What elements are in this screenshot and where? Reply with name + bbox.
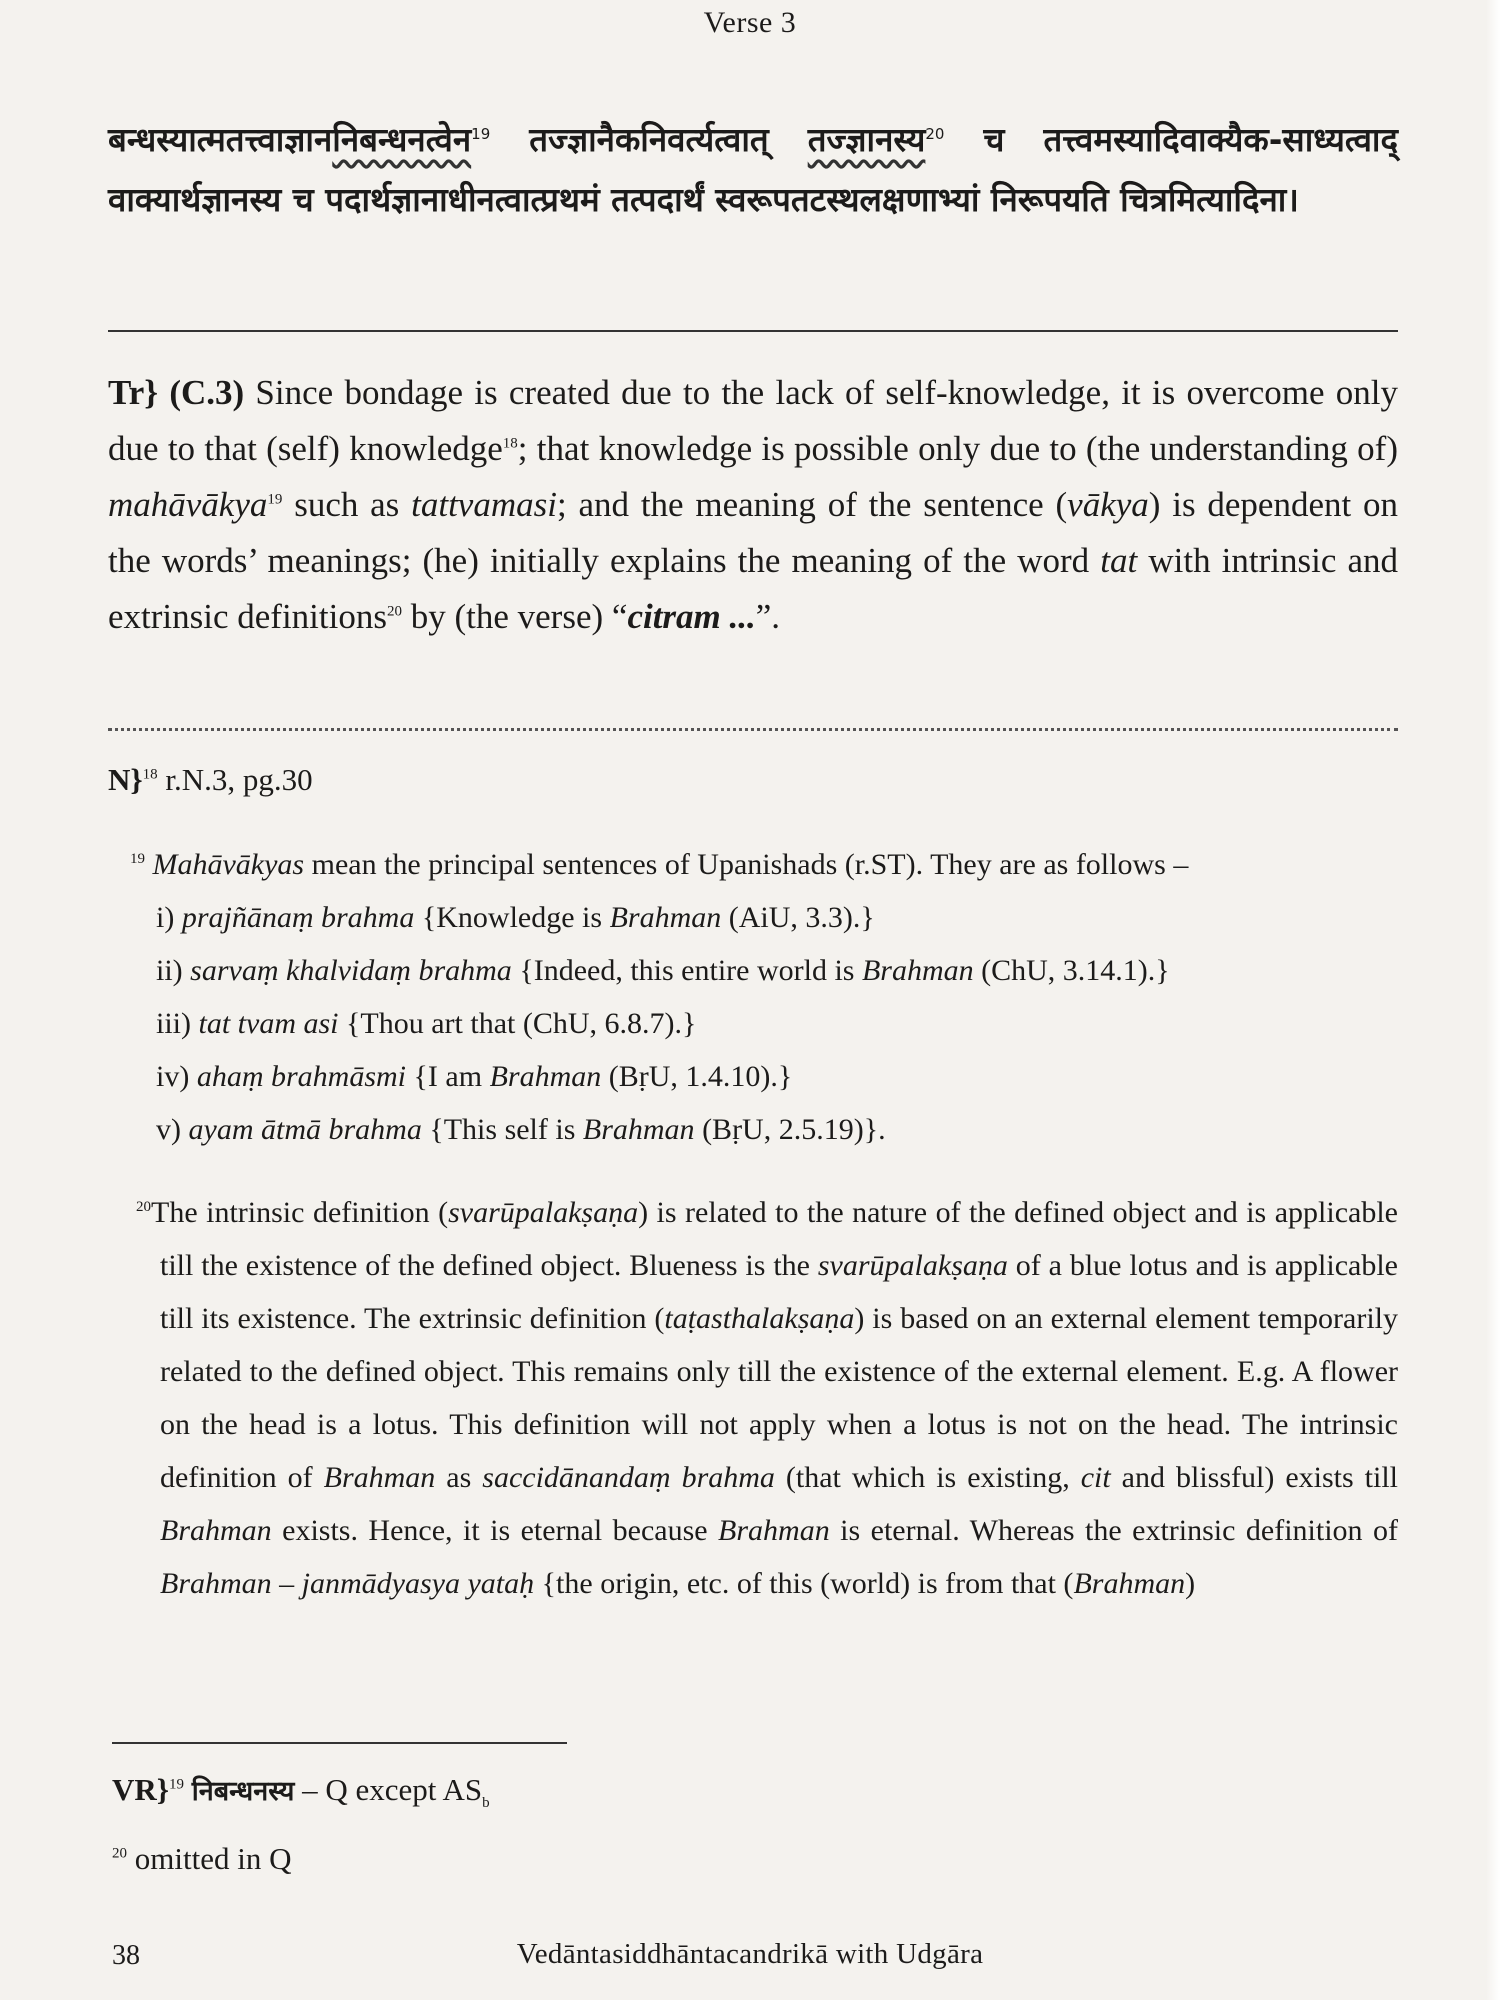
translation-text: Since bondage is created due to the lack of self-knowledge, it is overcome only due to that (self) knowledge bbox=[108, 373, 1398, 468]
translation-text: ; and the meaning of the sentence ( bbox=[556, 485, 1068, 524]
note-text: and blissful) exists till bbox=[1110, 1461, 1398, 1494]
translation-text: ) is dependent on the words’ meanings; (he) initially explains the meaning of the word bbox=[108, 485, 1399, 580]
item-text: (AiU, 3.3).} bbox=[721, 901, 875, 934]
translation-term: tattvamasi bbox=[411, 485, 557, 524]
item-text: {Knowledge is bbox=[414, 901, 610, 934]
footnote-ref: 20 bbox=[112, 1845, 127, 1862]
item-term: ahaṃ brahmāsmi bbox=[196, 1060, 407, 1093]
note-term: janmādyasya yataḥ bbox=[301, 1567, 535, 1600]
sanskrit-text: च तत्त्वमस्यादिवाक्यैक-साध्यत्वाद् वाक्यार्थज्ञानस्य च पदार्थज्ञानाधीनत्वात्प्रथमं तत्पदार्थं स्वरूपतटस्थलक्षणाभ्यां निरूपयति चित्रमित्यादिना। bbox=[108, 120, 1398, 219]
note-text: The intrinsic definition ( bbox=[151, 1196, 449, 1229]
sanskrit-text-underlined: तज्ज्ञानस्य bbox=[807, 120, 926, 159]
translation-label: Tr} (C.3) bbox=[108, 373, 245, 412]
item-text: {This self is bbox=[421, 1113, 583, 1146]
translation-term: citram ... bbox=[627, 597, 756, 636]
page-edge bbox=[1486, 0, 1500, 2000]
item-term: Brahman bbox=[861, 954, 974, 987]
variants-label: VR} bbox=[112, 1772, 169, 1807]
list-item bbox=[130, 1103, 1400, 1156]
page-number: 38 bbox=[112, 1940, 140, 1971]
item-term: prajñānaṃ brahma bbox=[181, 901, 415, 934]
note-term: taṭasthalakṣaṇa bbox=[664, 1302, 855, 1335]
note-text: – bbox=[271, 1567, 302, 1600]
item-number: iv) bbox=[156, 1060, 197, 1093]
note-term: svarūpalakṣaṇa bbox=[448, 1196, 639, 1229]
variant-readings bbox=[112, 1762, 490, 1887]
footnote-ref: 18 bbox=[502, 435, 518, 452]
note-text: exists. Hence, it is eternal because bbox=[271, 1514, 719, 1547]
note-text: r.N.3, pg.30 bbox=[157, 762, 313, 797]
note-term: Brahman bbox=[718, 1514, 830, 1547]
note-text: ) is based on an external element temporarily related to the defined object. This remains only till the existence of the external element. E.g. A flower on the head is a lotus. This definition will not apply when a lotus is not on the head. The intrinsic definition of bbox=[160, 1302, 1398, 1494]
item-number: v) bbox=[156, 1113, 189, 1146]
sanskrit-text: बन्धस्यात्मतत्त्वाज्ञान bbox=[108, 120, 333, 159]
translation-text: by (the verse) “ bbox=[401, 597, 628, 636]
sanskrit-text: तज्ज्ञानैकनिवर्त्यत्वात् bbox=[490, 120, 808, 159]
translation-text: such as bbox=[282, 485, 412, 524]
variants-divider bbox=[112, 1742, 567, 1744]
running-footer: Vedāntasiddhāntacandrikā with Udgāra bbox=[516, 1938, 984, 1970]
variant-20 bbox=[112, 1831, 490, 1887]
note-lead bbox=[130, 838, 1400, 891]
note-term: saccidānandaṃ brahma bbox=[482, 1461, 775, 1494]
footnote-number: 19 bbox=[130, 851, 145, 867]
variant-subscript: b bbox=[482, 1795, 490, 1812]
sanskrit-commentary bbox=[108, 110, 1398, 230]
note-20 bbox=[136, 1186, 1399, 1610]
item-number: i) bbox=[156, 901, 182, 934]
footnote-ref: 20 bbox=[386, 603, 402, 620]
note-term: Brahman bbox=[160, 1514, 272, 1547]
translation-text: ”. bbox=[755, 597, 781, 636]
note-term: svarūpalakṣaṇa bbox=[817, 1249, 1008, 1282]
footnote-number: 20 bbox=[136, 1199, 151, 1215]
item-text: (BṛU, 2.5.19)}. bbox=[694, 1113, 886, 1146]
item-term: Brahman bbox=[489, 1060, 602, 1093]
variant-text: omitted in Q bbox=[127, 1841, 292, 1877]
item-text: {I am bbox=[406, 1060, 490, 1093]
translation-term: vākya bbox=[1067, 485, 1149, 524]
note-term: Brahman bbox=[1073, 1567, 1186, 1600]
note-term: cit bbox=[1080, 1461, 1111, 1494]
note-term: Brahman bbox=[160, 1567, 272, 1600]
item-number: iii) bbox=[156, 1007, 199, 1040]
list-item bbox=[130, 891, 1400, 944]
note-text: as bbox=[435, 1461, 483, 1494]
notes-heading bbox=[108, 762, 313, 798]
item-term: sarvaṃ khalvidaṃ brahma bbox=[190, 954, 512, 987]
list-item bbox=[130, 1050, 1400, 1103]
list-item bbox=[130, 944, 1400, 997]
running-header: Verse 3 bbox=[703, 6, 797, 39]
item-text: {Thou art that (ChU, 6.8.7).} bbox=[338, 1007, 697, 1040]
variant-text: – Q except AS bbox=[294, 1772, 483, 1807]
note-text: mean the principal sentences of Upanishads (r.ST). They are as follows – bbox=[304, 848, 1189, 881]
sanskrit-text-underlined: निबन्धनत्वेन bbox=[332, 120, 472, 159]
note-text: is eternal. Whereas the extrinsic definition of bbox=[829, 1514, 1399, 1547]
item-number: ii) bbox=[156, 954, 191, 987]
item-term: Brahman bbox=[582, 1113, 695, 1146]
notes-label: N} bbox=[108, 762, 143, 797]
translation-text: ; that knowledge is possible only due to (the understanding of) bbox=[517, 429, 1398, 468]
footnote-ref: 20 bbox=[925, 125, 945, 143]
note-term: Brahman bbox=[323, 1461, 436, 1494]
translation-text: with intrinsic and extrinsic definitions bbox=[108, 541, 1399, 636]
note-text: (that which is existing, bbox=[774, 1461, 1081, 1494]
item-text: (ChU, 3.14.1).} bbox=[973, 954, 1170, 987]
item-term: tat tvam asi bbox=[198, 1007, 339, 1040]
note-text: {the origin, etc. of this (world) is from that ( bbox=[534, 1567, 1074, 1600]
item-term: ayam ātmā brahma bbox=[188, 1113, 422, 1146]
translation-paragraph bbox=[108, 365, 1398, 645]
notes-divider bbox=[108, 728, 1398, 731]
note-19 bbox=[130, 838, 1400, 1156]
item-text: {Indeed, this entire world is bbox=[511, 954, 862, 987]
note-term: Mahāvākyas bbox=[152, 848, 305, 881]
footnote-ref: 19 bbox=[267, 491, 283, 508]
list-item bbox=[130, 997, 1400, 1050]
note-text: ) bbox=[1185, 1567, 1196, 1600]
translation-term: mahāvākya bbox=[108, 485, 268, 524]
item-term: Brahman bbox=[609, 901, 722, 934]
footnote-ref: 19 bbox=[471, 125, 491, 143]
note-text: ) is related to the nature of the defined object and is applicable till the existence of the defined object. Blueness is the bbox=[160, 1196, 1398, 1282]
footnote-ref: 19 bbox=[169, 1776, 184, 1793]
variant-word: निबन्धनस्य bbox=[191, 1776, 295, 1807]
translation-term: tat bbox=[1100, 541, 1138, 580]
section-divider bbox=[108, 330, 1398, 332]
item-text: (BṛU, 1.4.10).} bbox=[601, 1060, 793, 1093]
variant-19 bbox=[112, 1762, 490, 1831]
note-text: of a blue lotus and is applicable till its existence. The extrinsic definition ( bbox=[160, 1249, 1398, 1335]
footnote-ref: 18 bbox=[142, 766, 158, 783]
